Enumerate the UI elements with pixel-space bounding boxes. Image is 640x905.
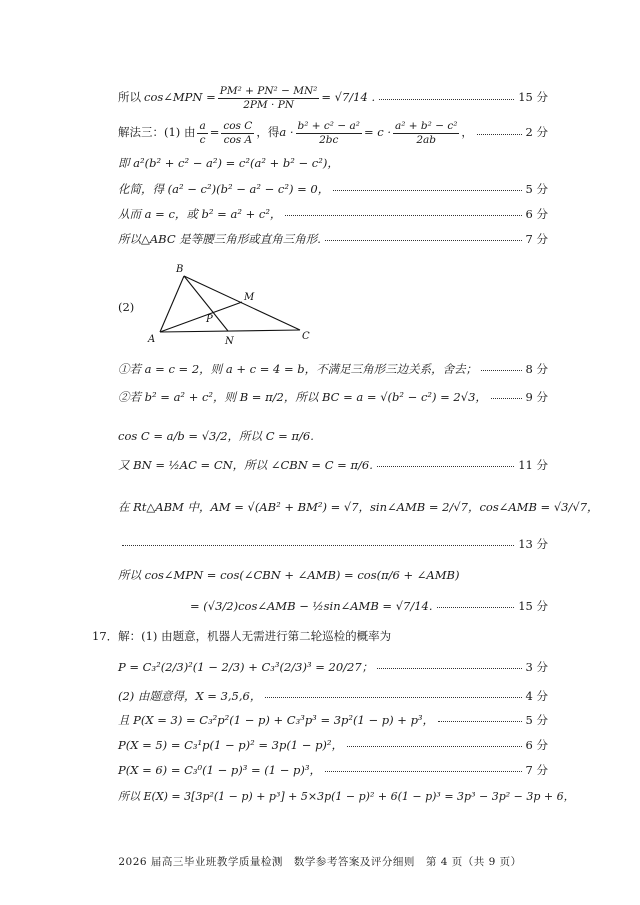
line-text: 又 BN = ½AC = CN，所以 ∠CBN = C = π/6. xyxy=(118,458,373,472)
line-simplify xyxy=(118,184,548,196)
score-label: 6 分 xyxy=(525,738,548,752)
dot-leader xyxy=(122,543,514,546)
score-label: 6 分 xyxy=(525,207,548,221)
line-text: 且 P(X = 3) = C₃²p²(1 − p) + C₃³p³ = 3p²(1 − p) + p³， xyxy=(118,713,435,727)
dot-leader xyxy=(438,719,521,722)
figure-label: (2) xyxy=(118,300,135,314)
point-label-a: A xyxy=(148,334,156,345)
fraction-a-over-c xyxy=(197,121,207,145)
segment-am xyxy=(160,302,242,332)
dot-leader xyxy=(437,605,515,608)
dot-leader xyxy=(265,695,521,698)
dot-leader xyxy=(325,769,522,772)
formula-part: = c · xyxy=(363,125,391,140)
dot-leader xyxy=(377,666,521,669)
point-label-c: C xyxy=(302,331,310,342)
score-label: 2 分 xyxy=(525,125,548,140)
line-therefore xyxy=(118,209,548,221)
formula-result: = √7/14 . xyxy=(321,90,376,105)
line-text: ②若 b² = a² + c²，则 B = π/2，所以 BC = a = √(b² − c²) = 2√3， xyxy=(118,390,487,404)
page-footer: 2026 届高三毕业班教学质量检测 数学参考答案及评分细则 第 4 页（共 9 页） xyxy=(118,856,522,868)
line-text: 所以△ABC 是等腰三角形或直角三角形. xyxy=(118,232,321,246)
dot-leader xyxy=(377,464,514,467)
line-case-one xyxy=(118,364,548,376)
line-cos-result xyxy=(190,601,548,613)
line-prefix: 所以 xyxy=(118,90,141,105)
score-label: 9 分 xyxy=(525,390,548,404)
triangle-figure xyxy=(140,260,340,350)
punctuation: ， xyxy=(461,125,473,140)
score-label: 11 分 xyxy=(518,458,548,472)
equals-sign: = xyxy=(209,125,220,140)
line-text: 所以 cos∠MPN = cos(∠CBN + ∠AMB) = cos(π/6 + ∠AMB) xyxy=(118,568,460,582)
line-prefix: 解法三：(1) 由 xyxy=(118,125,196,140)
score-label: 15 分 xyxy=(518,90,548,105)
line-case-two xyxy=(118,392,548,404)
line-q17-px6 xyxy=(118,765,548,777)
line-text: 在 Rt△ABM 中，AM = √(AB² + BM²) = √7，sin∠AMB = 2/√7，cos∠AMB = √3/√7， xyxy=(118,500,599,514)
score-label: 5 分 xyxy=(525,713,548,727)
dot-leader xyxy=(491,396,522,399)
fraction-denominator: 2bc xyxy=(319,133,339,146)
fraction-numerator: a xyxy=(199,120,206,132)
score-label: 7 分 xyxy=(525,232,548,246)
line-q17-expectation xyxy=(118,790,575,803)
fraction-cos-ratio xyxy=(221,121,254,145)
line-text: cos C = a/b = √3/2，所以 C = π/6. xyxy=(118,429,314,443)
score-label: 7 分 xyxy=(525,763,548,777)
fraction-denominator: 2ab xyxy=(416,133,437,146)
line-text: 化简，得 (a² − c²)(b² − a² − c²) = 0， xyxy=(118,182,330,196)
fraction-numerator: a² + b² − c² xyxy=(394,120,458,132)
score-label: 5 分 xyxy=(525,182,548,196)
score-label: 4 分 xyxy=(525,689,548,703)
score-label: 13 分 xyxy=(518,537,548,551)
dot-leader xyxy=(285,213,521,216)
line-q17-values xyxy=(118,691,548,703)
point-label-p: P xyxy=(206,314,213,325)
line-bn xyxy=(118,460,548,472)
segment-ab xyxy=(160,276,184,332)
fraction-denominator: cos A xyxy=(223,133,253,146)
line-conclusion xyxy=(118,234,548,246)
score-label: 8 分 xyxy=(525,362,548,376)
line-text: P(X = 5) = C₃¹p(1 − p)² = 3p(1 − p)²， xyxy=(118,738,344,752)
line-text: ①若 a = c = 2，则 a + c = 4 = b，不满足三角形三边关系，舍去； xyxy=(118,362,478,376)
fraction-numerator: cos C xyxy=(223,120,253,132)
fraction-cos-a xyxy=(296,121,362,145)
fraction-numerator: b² + c² − a² xyxy=(297,120,360,132)
line-text: 17．解：(1) 由题意，机器人无需进行第二轮巡检的概率为 xyxy=(92,629,392,643)
line-text: P(X = 6) = C₃⁰(1 − p)³ = (1 − p)³， xyxy=(118,763,321,777)
fraction-numerator: PM² + PN² − MN² xyxy=(219,85,318,97)
line-text: 即 a²(b² + c² − a²) = c²(a² + b² − c²)， xyxy=(118,156,339,170)
line-q17-heading xyxy=(92,631,548,643)
dot-leader xyxy=(477,132,522,135)
line-method-three xyxy=(118,121,548,145)
line-identity xyxy=(118,158,548,170)
score-label: 15 分 xyxy=(518,599,548,613)
line-score-13 xyxy=(118,539,548,551)
point-label-b: B xyxy=(176,264,184,275)
line-q17-prob xyxy=(118,662,548,674)
segment-bc xyxy=(184,276,300,330)
fraction-cos-c xyxy=(393,121,459,145)
line-cos-sum xyxy=(118,570,548,582)
line-text: P = C₃²(2/3)²(1 − 2/3) + C₃³(2/3)³ = 20/27； xyxy=(118,660,374,674)
segment-ac xyxy=(160,330,300,332)
dot-leader xyxy=(481,368,521,371)
line-text: 所以 E(X) = 3[3p²(1 − p) + p³] + 5×3p(1 − p)² + 6(1 − p)³ = 3p³ − 3p² − 3p + 6， xyxy=(118,790,575,803)
connective-text: ，得 xyxy=(256,125,280,140)
line-rt-abm xyxy=(118,500,599,514)
line-cos-c xyxy=(118,431,548,443)
line-cos-mpn-formula xyxy=(118,86,548,110)
score-label: 3 分 xyxy=(525,660,548,674)
point-label-m: M xyxy=(244,292,255,303)
fraction-denominator: 2PM · PN xyxy=(243,98,294,111)
line-q17-px5 xyxy=(118,740,548,752)
dot-leader xyxy=(325,238,522,241)
dot-leader xyxy=(333,188,521,191)
formula-part: a · xyxy=(279,125,294,140)
line-text: (2) 由题意得，X = 3,5,6， xyxy=(118,689,262,703)
formula-lhs: cos∠MPN = xyxy=(144,90,216,105)
dot-leader xyxy=(379,97,514,100)
fraction-denominator: c xyxy=(199,133,206,146)
dot-leader xyxy=(347,744,521,747)
line-text: 从而 a = c，或 b² = a² + c²， xyxy=(118,207,282,221)
point-label-n: N xyxy=(225,336,234,347)
line-q17-px3 xyxy=(118,715,548,727)
line-text: = (√3/2)cos∠AMB − ½sin∠AMB = √7/14. xyxy=(190,599,433,613)
fraction-law-of-cosines xyxy=(218,86,320,110)
